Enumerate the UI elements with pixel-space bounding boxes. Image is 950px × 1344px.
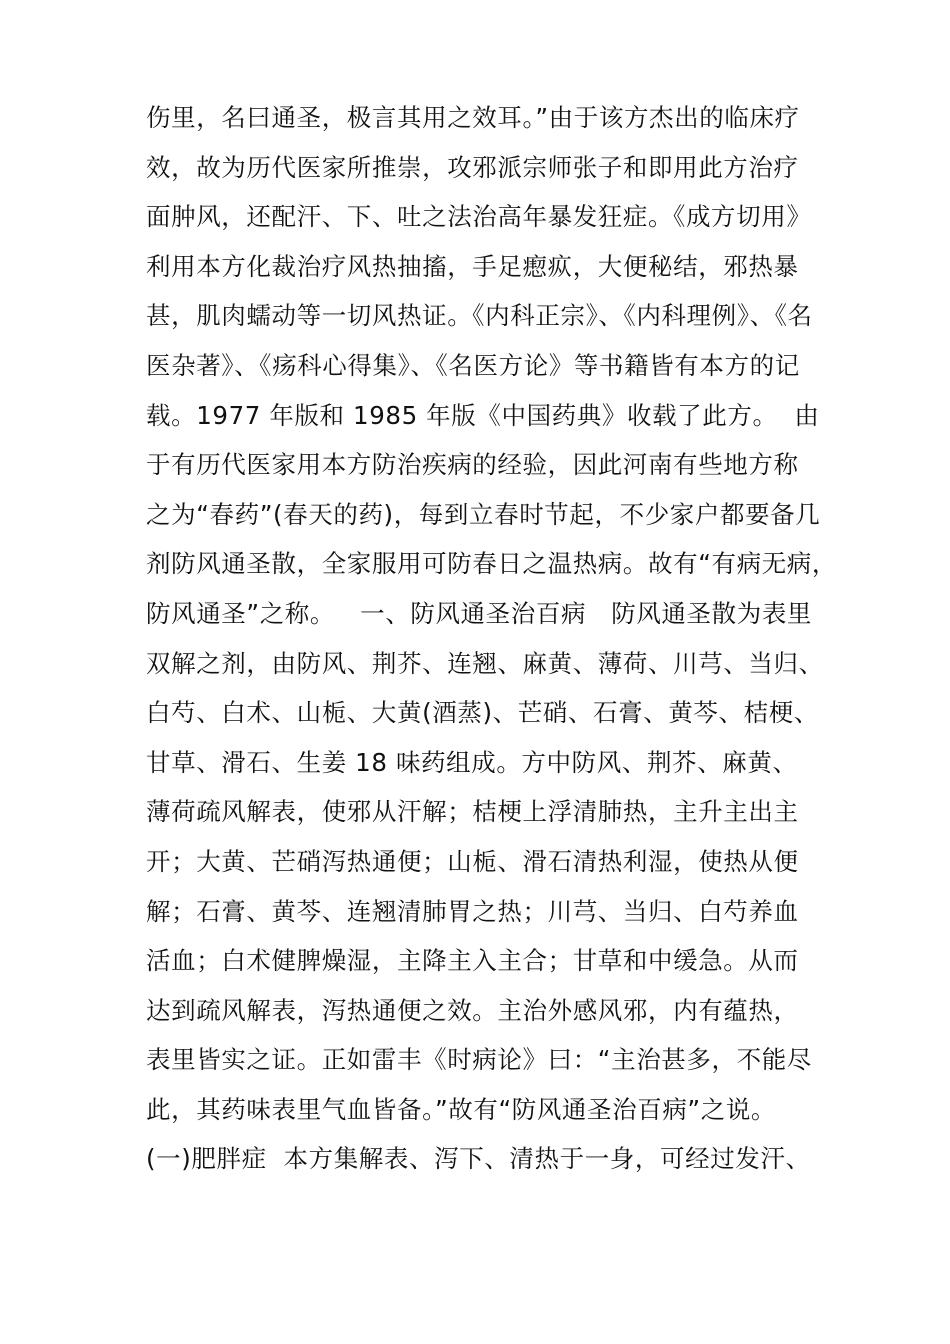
text-line: 剂防风通圣散，全家服用可防春日之温热病。故有“有病无病， [146, 549, 837, 579]
text-line: 防风通圣”之称。 一、防风通圣治百病 防风通圣散为表里 [146, 598, 813, 628]
text-line: 活血；白术健脾燥湿，主降主入主合；甘草和中缓急。从而 [146, 946, 799, 976]
text-line: 此，其药味表里气血皆备。”故有“防风通圣治百病”之说。 [146, 1094, 777, 1124]
text-line: 薄荷疏风解表，使邪从汗解；桔梗上浮清肺热，主升主出主 [146, 797, 799, 827]
text-line: 解；石膏、黄芩、连翘清肺胃之热；川芎、当归、白芍养血 [146, 896, 799, 926]
text-line: 双解之剂，由防风、荆芥、连翘、麻黄、薄荷、川芎、当归、 [146, 648, 824, 678]
text-line: 效，故为历代医家所推崇，攻邪派宗师张子和即用此方治疗 [146, 152, 799, 182]
text-line: 于有历代医家用本方防治疾病的经验，因此河南有些地方称 [146, 450, 799, 480]
text-line: 之为“春药”(春天的药)，每到立春时节起，不少家户都要备几 [146, 499, 821, 529]
body-text [146, 93, 837, 1184]
text-line: 利用本方化裁治疗风热抽搐，手足瘛疭，大便秘结，邪热暴 [146, 251, 799, 281]
text-line: (一)肥胖症 本方集解表、泻下、清热于一身，可经过发汗、 [146, 1144, 811, 1174]
text-line: 白芍、白术、山栀、大黄(酒蒸)、芒硝、石膏、黄芩、桔梗、 [146, 698, 819, 728]
text-line: 载。1977 年版和 1985 年版《中国药典》收载了此方。 由 [146, 400, 820, 430]
text-line: 开；大黄、芒硝泻热通便；山栀、滑石清热利湿，使热从便 [146, 846, 799, 876]
text-line: 伤里，名曰通圣，极言其用之效耳。”由于该方杰出的临床疗 [146, 103, 800, 132]
text-line: 达到疏风解表，泻热通便之效。主治外感风邪，内有蕴热， [146, 995, 799, 1025]
text-line: 面肿风，还配汗、下、吐之法治高年暴发狂症。《成方切用》 [146, 202, 812, 232]
text-line: 甚，肌肉蠕动等一切风热证。《内科正宗》、《内科理例》、《名 [146, 301, 813, 331]
text-line: 甘草、滑石、生姜 18 味药组成。方中防风、荆芥、麻黄、 [146, 747, 798, 777]
text-line: 表里皆实之证。正如雷丰《时病论》曰：“主治甚多，不能尽 [146, 1045, 812, 1075]
text-line: 医杂著》、《疡科心得集》、《名医方论》等书籍皆有本方的记 [146, 350, 800, 380]
